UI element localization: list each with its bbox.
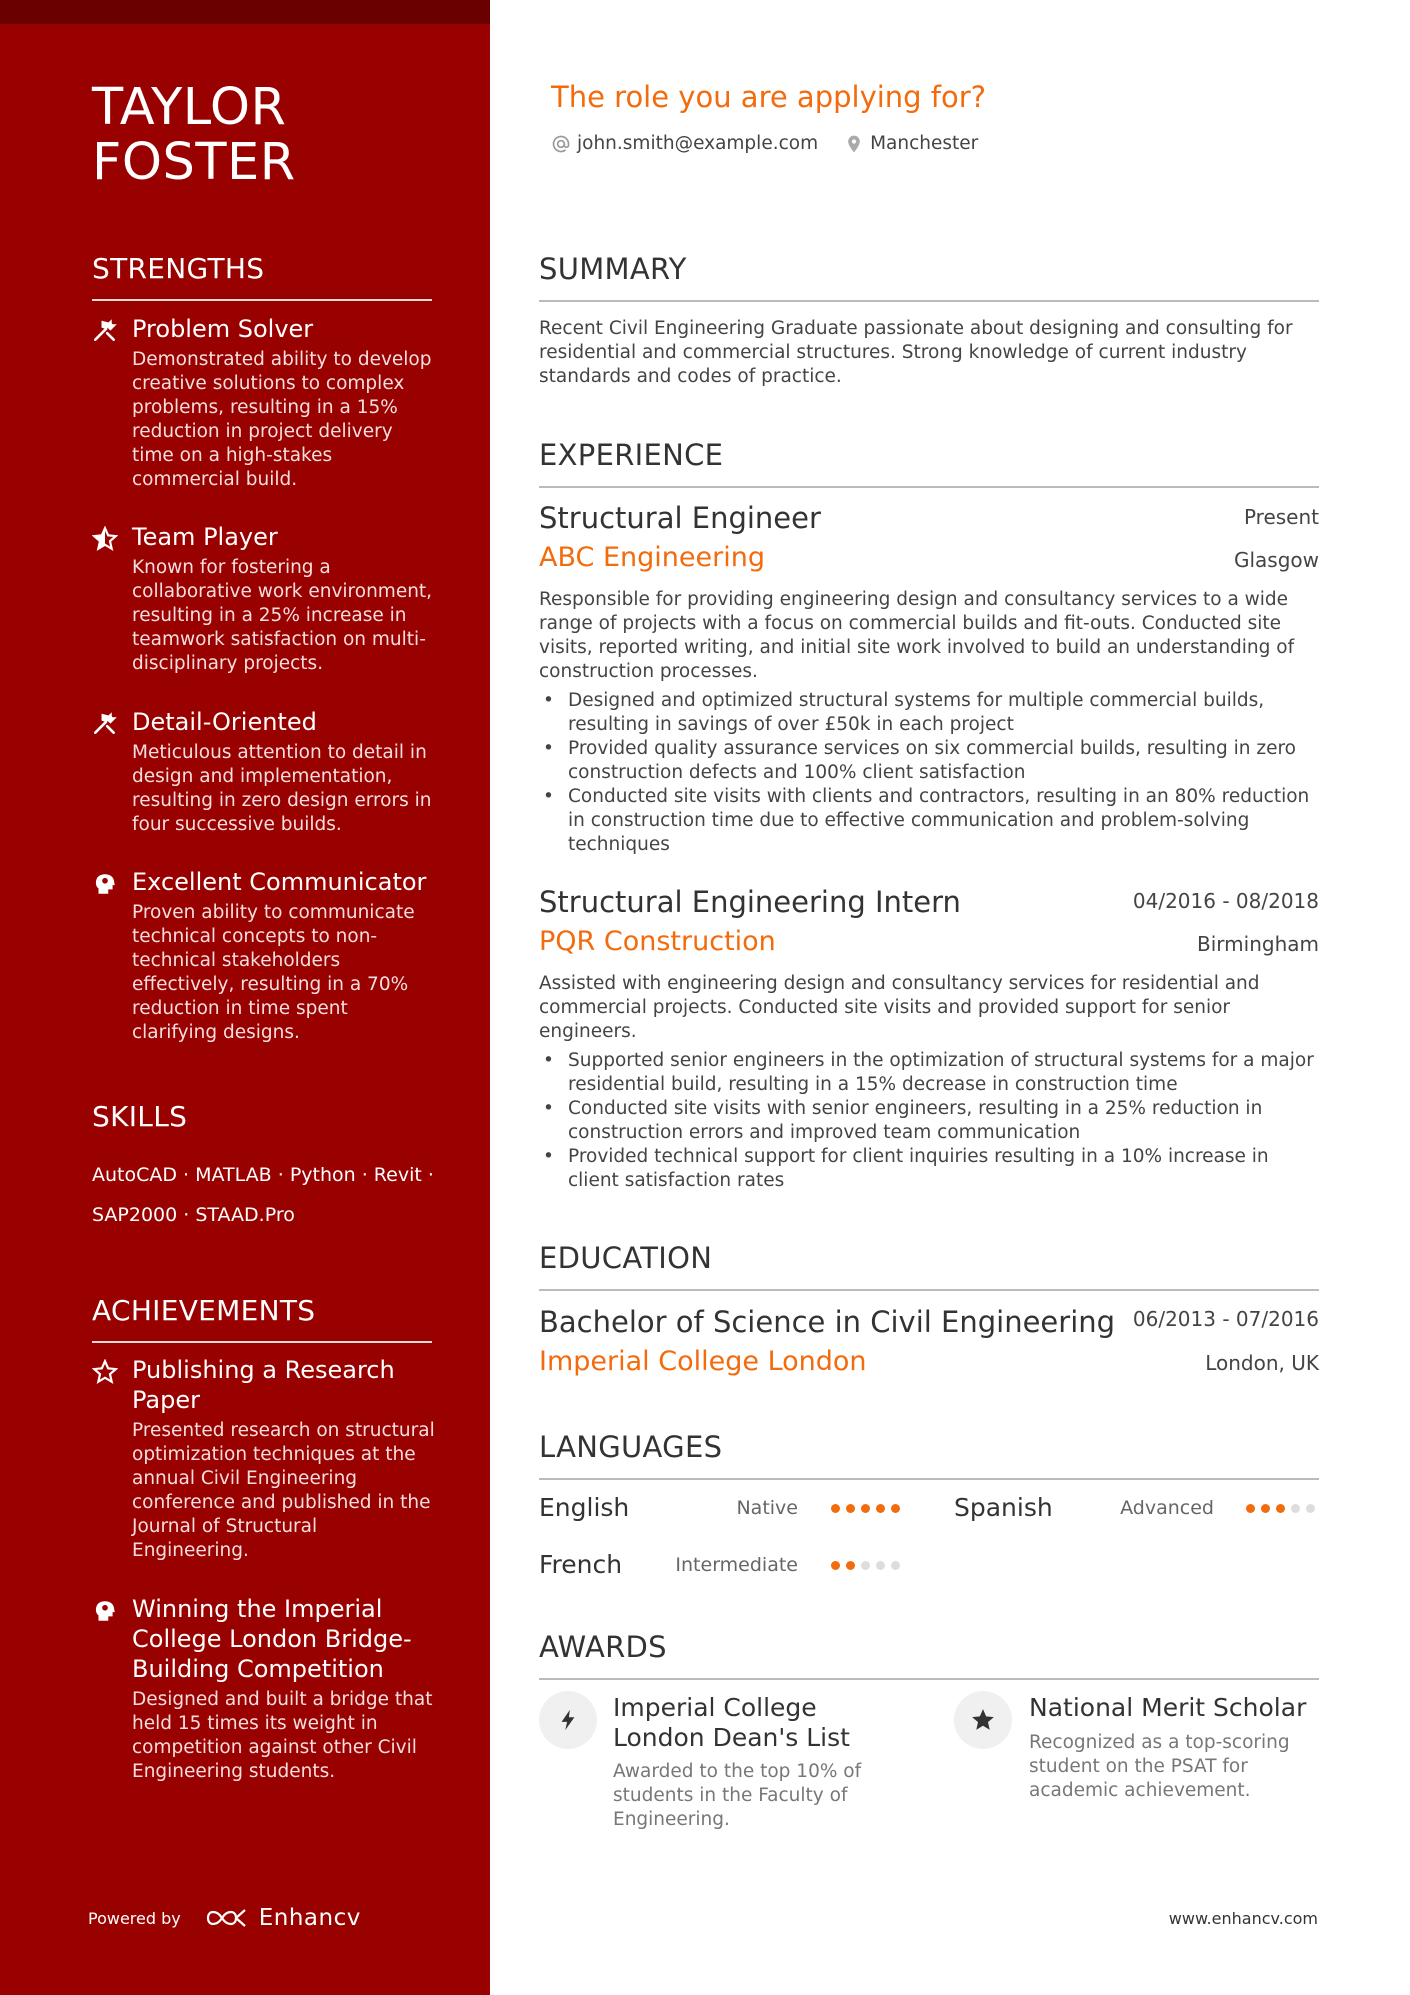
contact-location	[844, 133, 978, 154]
rating-dot-filled	[831, 1561, 840, 1570]
job-title: Structural Engineering Intern	[539, 885, 961, 919]
star-icon	[970, 1707, 996, 1733]
sidebar-top-bar	[0, 0, 490, 24]
job-date: Present	[1243, 505, 1319, 529]
award-desc: Awarded to the top 10% of students in the Faculty of Engineering.	[613, 1761, 862, 1830]
bullet-item: • Provided quality assurance services on six commercial builds, resulting in zero construction defects and 100% client satisfaction	[539, 737, 1319, 785]
tools-icon	[92, 711, 118, 737]
enhancv-logo[interactable]	[205, 1905, 361, 1931]
rating-dot-filled	[846, 1504, 855, 1513]
job-description: Assisted with engineering design and consultancy services for residential and commercial projects. Conducted site visits and provided support for senior engineers.	[539, 973, 1260, 1042]
powered-label: Powered by	[88, 1908, 181, 1928]
job-company: ABC Engineering	[539, 542, 765, 573]
strength-desc: Demonstrated ability to develop creative solutions to complex problems, resulting in a 15% reduction in project delivery time on a high-stakes commercial build.	[132, 349, 432, 490]
rating-dot-filled	[876, 1504, 885, 1513]
education-location: London, UK	[1205, 1351, 1319, 1375]
website-link[interactable]: www.enhancv.com	[1168, 1909, 1318, 1928]
award-desc: Recognized as a top-scoring student on the PSAT for academic achievement.	[1029, 1732, 1290, 1801]
enhancv-logo-icon	[205, 1906, 251, 1930]
strength-desc: Meticulous attention to detail in design and implementation, resulting in zero design errors in four successive builds.	[132, 742, 432, 835]
achievement-desc: Presented research on structural optimization techniques at the annual Civil Engineering conference and published in the Journal of Structural Engineering.	[132, 1420, 435, 1561]
education-heading: EDUCATION	[539, 1241, 1319, 1291]
strength-title: Excellent Communicator	[132, 868, 427, 896]
strength-item	[92, 522, 437, 676]
skills-line: SAP2000 · STAAD.Pro	[92, 1204, 295, 1226]
awards-heading: AWARDS	[539, 1630, 1319, 1680]
rating-dot-filled	[831, 1504, 840, 1513]
rating-dot-filled	[1246, 1504, 1255, 1513]
rating-dot-filled	[861, 1504, 870, 1513]
powered-by	[88, 1905, 361, 1931]
bullet-item: • Supported senior engineers in the optimization of structural systems for a major residential build, resulting in a 15% decrease in construction time	[539, 1049, 1319, 1097]
job-company: PQR Construction	[539, 926, 776, 957]
language-rating	[831, 1504, 906, 1513]
tools-icon	[92, 318, 118, 344]
star-half-icon	[92, 526, 118, 552]
bullet-item: • Conducted site visits with senior engineers, resulting in a 25% reduction in construction errors and improved team communication	[539, 1097, 1319, 1145]
job-description: Responsible for providing engineering design and consultancy services to a wide range of projects with a focus on commercial builds and fit-outs. Conducted site visits, reported writing, and initial site work involved to build an understanding of construction processes.	[539, 589, 1295, 682]
language-name: Spanish	[954, 1493, 1053, 1522]
job-location: Glasgow	[1233, 548, 1319, 572]
language-name: English	[539, 1493, 630, 1522]
award-title: National Merit Scholar	[1029, 1693, 1307, 1722]
achievements-heading: ACHIEVEMENTS	[92, 1294, 432, 1343]
name-first: TAYLOR	[92, 78, 287, 137]
rating-dot-filled	[846, 1561, 855, 1570]
award-icon-circle	[539, 1691, 597, 1749]
job-date: 04/2016 - 08/2018	[1132, 889, 1319, 913]
job-location: Birmingham	[1197, 932, 1319, 956]
bullet-item: • Conducted site visits with clients and contractors, resulting in an 80% reduction in construction time due to effective communication and problem-solving techniques	[539, 785, 1319, 857]
rating-dot-empty	[876, 1561, 885, 1570]
location-pin-icon	[844, 134, 864, 154]
rating-dot-filled	[891, 1504, 900, 1513]
award-icon-circle	[954, 1691, 1012, 1749]
strength-item	[92, 867, 437, 1045]
name-last: FOSTER	[92, 133, 296, 192]
language-name: French	[539, 1550, 623, 1579]
head-icon	[92, 871, 118, 897]
strength-item	[92, 314, 437, 492]
achievement-title: Winning the Imperial College London Bridge-Building Competition	[132, 1595, 412, 1683]
achievement-item	[92, 1594, 437, 1784]
rating-dot-empty	[891, 1561, 900, 1570]
job-bullets	[539, 689, 1319, 857]
school-name: Imperial College London	[539, 1346, 867, 1377]
skills-heading: SKILLS	[92, 1100, 188, 1133]
achievement-desc: Designed and built a bridge that held 15 times its weight in competition against other Civil Engineering students.	[132, 1689, 433, 1782]
rating-dot-empty	[1291, 1504, 1300, 1513]
bullet-item: • Provided technical support for client inquiries resulting in a 10% increase in client satisfaction rates	[539, 1145, 1319, 1193]
contact-email[interactable]	[551, 133, 818, 154]
job-title: Structural Engineer	[539, 501, 821, 535]
rating-dot-empty	[861, 1561, 870, 1570]
achievement-title: Publishing a Research Paper	[132, 1356, 395, 1414]
rating-dot-filled	[1261, 1504, 1270, 1513]
education-date: 06/2013 - 07/2016	[1132, 1307, 1319, 1331]
skills-list	[92, 1155, 437, 1235]
language-rating	[1246, 1504, 1321, 1513]
skills-line: AutoCAD · MATLAB · Python · Revit ·	[92, 1164, 434, 1186]
location-text: Manchester	[870, 133, 979, 154]
language-level: Intermediate	[675, 1554, 798, 1576]
sidebar	[0, 0, 490, 1995]
contact-info	[551, 133, 1004, 154]
star-outline-icon	[92, 1359, 118, 1385]
head-icon	[92, 1598, 118, 1624]
strength-desc: Proven ability to communicate technical concepts to non-technical stakeholders effectively, resulting in a 70% reduction in time spent clarifying designs.	[132, 902, 415, 1043]
job-bullets	[539, 1049, 1319, 1193]
summary-text: Recent Civil Engineering Graduate passionate about designing and consulting for residential and commercial structures. Strong knowledge of current industry standards and codes of practice.	[539, 318, 1293, 387]
role-title: The role you are applying for?	[551, 80, 987, 114]
strength-title: Problem Solver	[132, 315, 314, 343]
summary-heading: SUMMARY	[539, 252, 1319, 302]
candidate-name	[92, 80, 296, 190]
enhancv-brand: Enhancv	[258, 1905, 361, 1931]
email-text: john.smith@example.com	[577, 133, 819, 154]
experience-heading: EXPERIENCE	[539, 438, 1319, 488]
language-rating	[831, 1561, 906, 1570]
language-level: Advanced	[1120, 1497, 1214, 1519]
strength-title: Team Player	[132, 523, 278, 551]
language-level: Native	[736, 1497, 798, 1519]
strength-item	[92, 707, 437, 837]
rating-dot-filled	[1276, 1504, 1285, 1513]
strengths-heading: STRENGTHS	[92, 252, 432, 301]
bullet-item: • Designed and optimized structural systems for multiple commercial builds, resulting in savings of over £50k in each project	[539, 689, 1319, 737]
rating-dot-empty	[1306, 1504, 1315, 1513]
lightning-icon	[557, 1707, 579, 1733]
languages-heading: LANGUAGES	[539, 1430, 1319, 1480]
award-title: Imperial College London Dean's List	[613, 1693, 850, 1752]
at-icon	[551, 134, 571, 154]
strength-title: Detail-Oriented	[132, 708, 317, 736]
strength-desc: Known for fostering a collaborative work environment, resulting in a 25% increase in teamwork satisfaction on multi-disciplinary projects.	[132, 557, 433, 674]
degree-title: Bachelor of Science in Civil Engineering	[539, 1305, 1116, 1339]
achievement-item	[92, 1355, 437, 1563]
